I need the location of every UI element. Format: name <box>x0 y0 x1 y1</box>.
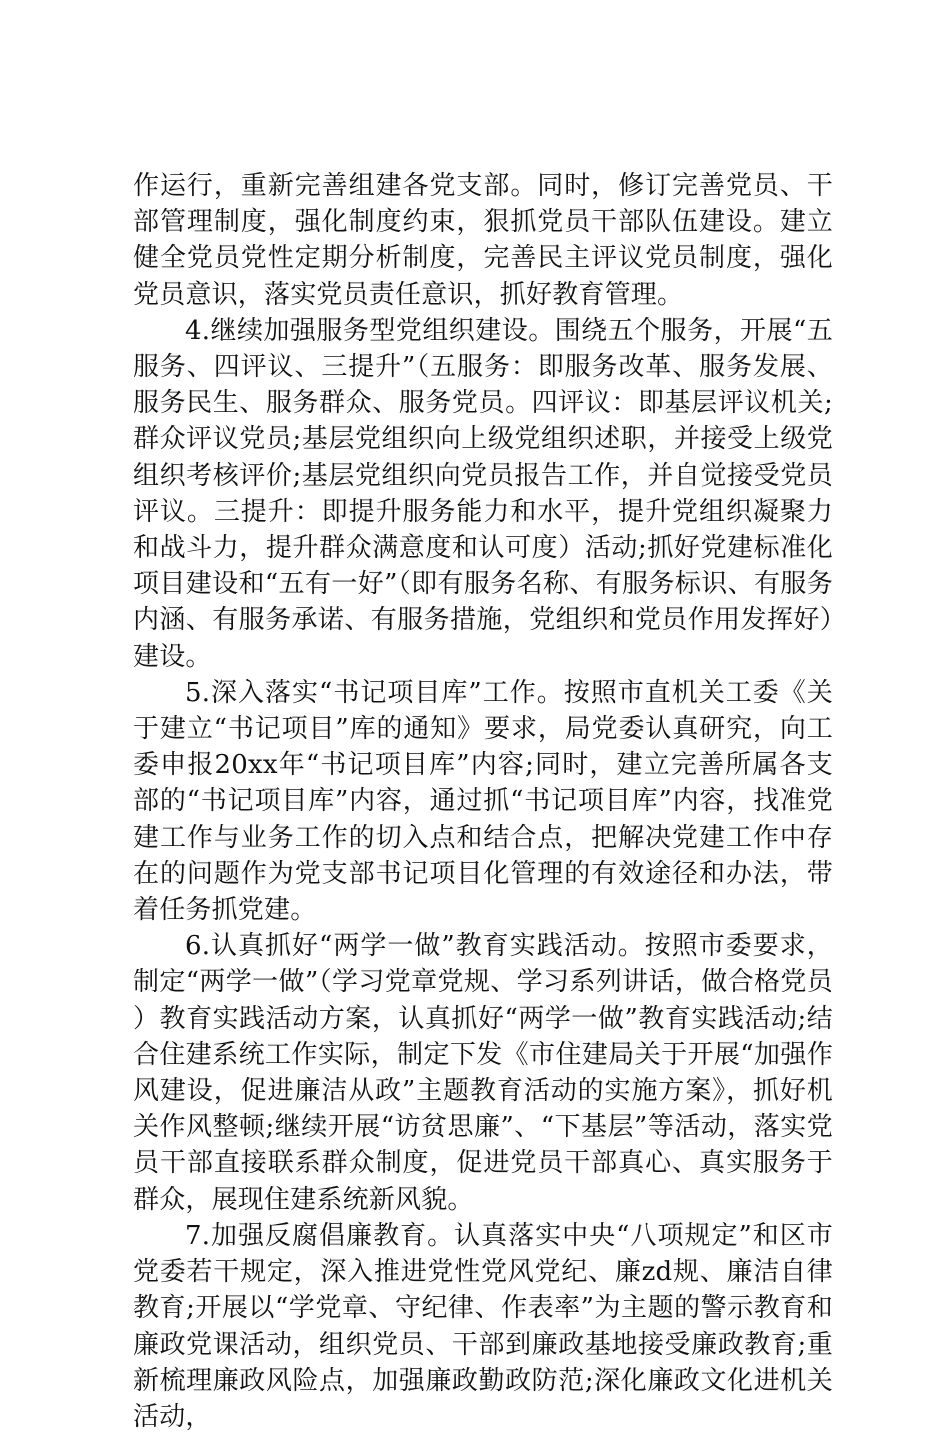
paragraph-5: 7.加强反腐倡廉教育。认真落实中央“八项规定”和区市党委若干规定，深入推进党性党风党纪、廉zd规、廉洁自律教育;开展以“学党章、守纪律、作表率”为主题的警示教育和廉政党课活动，组织党员、干部到廉政基地接受廉政教育;重新梳理廉政风险点，加强廉政勤政防范;深化廉政文化进机关活动， <box>133 1220 833 1432</box>
paragraph-1: 作运行，重新完善组建各党支部。同时，修订完善党员、干部管理制度，强化制度约束，狠抓党员干部队伍建设。建立健全党员党性定期分析制度，完善民主评议党员制度，强化党员意识，落实党员责任意识，抓好教育管理。 <box>133 171 833 310</box>
paragraph-2: 4.继续加强服务型党组织建设。围绕五个服务，开展“五服务、四评议、三提升”（五服务：即服务改革、服务发展、服务民生、服务群众、服务党员。四评议：即基层评议机关;群众评议党员;基层党组织向上级党组织述职，并接受上级党组织考核评价;基层党组织向党员报告工作，并自觉接受党员评议。三提升：即提升服务能力和水平，提升党组织凝聚力和战斗力，提升群众满意度和认可度）活动;抓好党建标准化项目建设和“五有一好”（即有服务名称、有服务标识、有服务内涵、有服务承诺、有服务措施，党组织和党员作用发挥好）建设。 <box>133 315 833 672</box>
paragraph-3: 5.深入落实“书记项目库”工作。按照市直机关工委《关于建立“书记项目”库的通知》要求，局党委认真研究，向工委申报20xx年“书记项目库”内容;同时，建立完善所属各支部的“书记项目库”内容，通过抓“书记项目库”内容，找准党建工作与业务工作的切入点和结合点，把解决党建工作中存在的问题作为党支部书记项目化管理的有效途径和办法，带着任务抓党建。 <box>133 677 833 926</box>
paragraph-4: 6.认真抓好“两学一做”教育实践活动。按照市委要求，制定“两学一做”（学习党章党规、学习系列讲话，做合格党员）教育实践活动方案，认真抓好“两学一做”教育实践活动;结合住建系统工作实际，制定下发《市住建局关于开展“加强作风建设，促进廉洁从政”主题教育活动的实施方案》，抓好机关作风整顿;继续开展“访贫思廉”、“下基层”等活动，落实党员干部直接联系群众制度，促进党员干部真心、真实服务于群众，展现住建系统新风貌。 <box>133 931 833 1215</box>
document-body <box>133 168 833 1435</box>
